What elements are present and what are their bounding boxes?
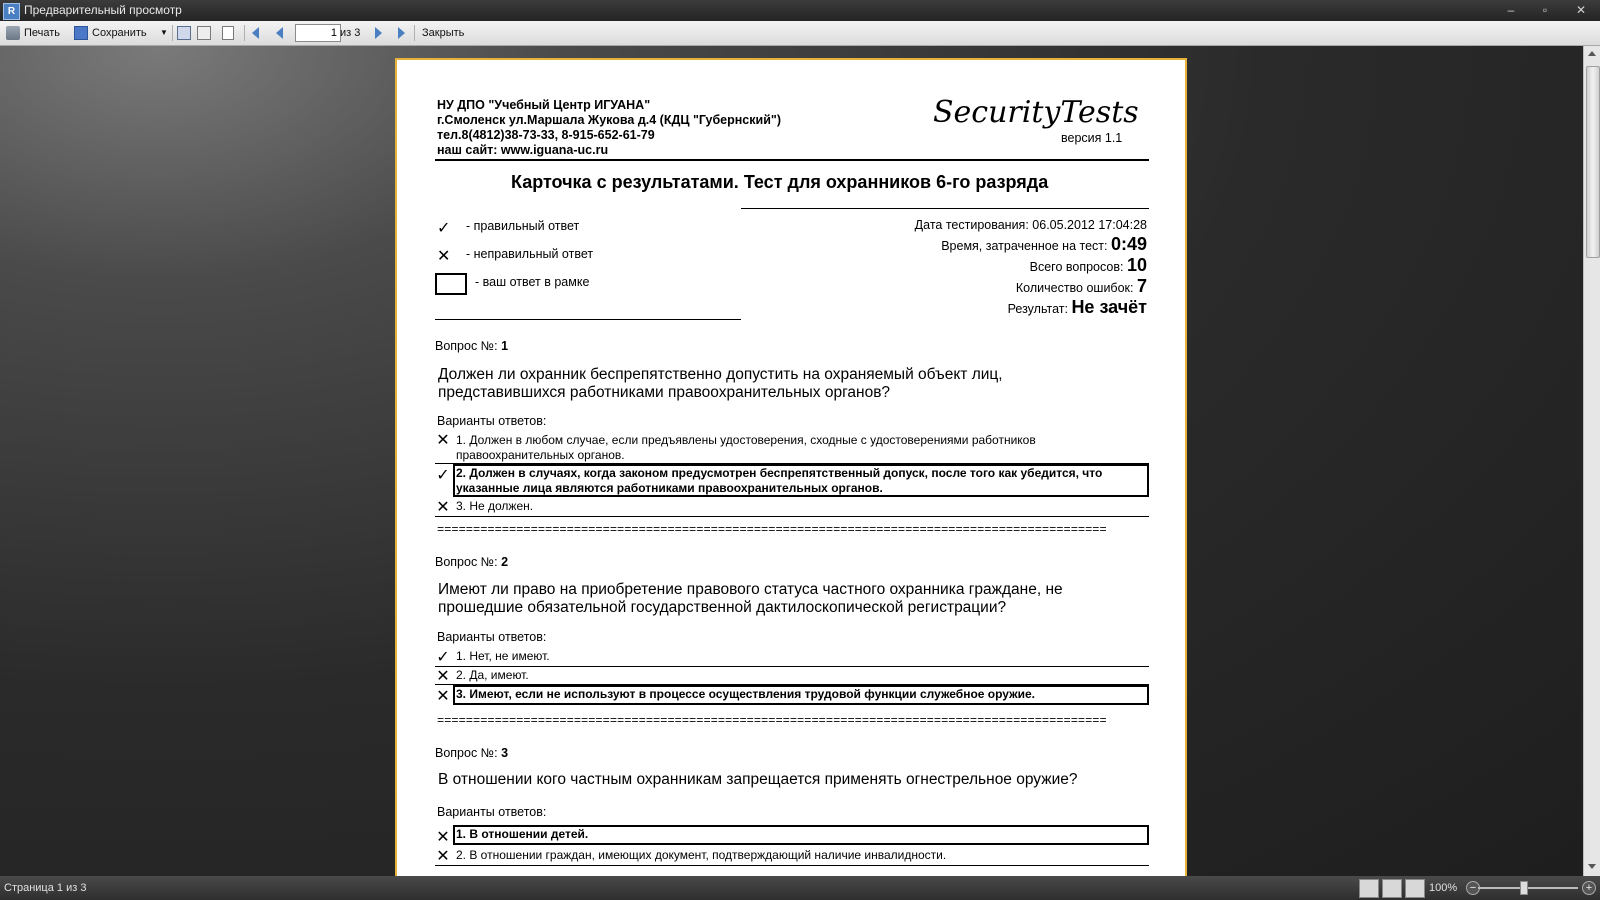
- zoom-level: 100%: [1429, 882, 1458, 894]
- answer-divider: [435, 865, 1149, 866]
- total-questions: Всего вопросов: 10: [1029, 255, 1147, 275]
- answer-option: 1. Нет, не имеют.: [456, 649, 550, 663]
- prev-page-icon[interactable]: [276, 27, 283, 39]
- find-icon[interactable]: [177, 26, 191, 40]
- frame-sample-icon: [435, 273, 467, 295]
- answer-option: 2. В отношении граждан, имеющих документ, подтверждающий наличие инвалидности.: [456, 848, 947, 862]
- toolbar: [0, 21, 1600, 46]
- floppy-disk-icon: [74, 26, 88, 40]
- close-window-button[interactable]: ✕: [1575, 3, 1587, 17]
- question-separator: =============================================================================================: [437, 714, 1107, 728]
- question-text: В отношении кого частным охранникам запрещается применять огнестрельное оружие?: [438, 771, 1078, 788]
- close-button[interactable]: Закрыть: [422, 27, 465, 39]
- report-page: [395, 58, 1187, 878]
- question-separator: =============================================================================================: [437, 523, 1107, 537]
- answer-divider: [435, 666, 1149, 667]
- status-bar: [0, 876, 1600, 900]
- check-icon: ✓: [436, 649, 450, 666]
- page-count-label: из 3: [340, 27, 361, 39]
- question-text: Должен ли охранник беспрепятственно допустить на охраняемый объект лиц, представившихся работниками правоохранительных органов?: [438, 366, 1003, 401]
- title-underline: [741, 208, 1149, 209]
- page-number-input[interactable]: [295, 24, 341, 42]
- cross-icon: ✕: [436, 829, 450, 846]
- first-page-icon[interactable]: [252, 27, 259, 39]
- single-page-view-icon[interactable]: [1382, 879, 1402, 898]
- legend-framed: - ваш ответ в рамке: [475, 275, 590, 289]
- zoom-in-icon[interactable]: +: [1582, 881, 1596, 895]
- save-dropdown-arrow[interactable]: ▼: [160, 28, 168, 37]
- question-number: Вопрос №: 1: [435, 339, 509, 353]
- zoom-slider[interactable]: [1478, 887, 1578, 889]
- org-line-2: г.Смоленск ул.Маршала Жукова д.4 (КДЦ "Губернский"): [437, 113, 781, 127]
- check-icon: ✓: [437, 220, 451, 237]
- print-label: Печать: [24, 27, 61, 39]
- page-status: Страница 1 из 3: [4, 882, 87, 894]
- error-count: Количество ошибок: 7: [1015, 276, 1147, 296]
- save-button[interactable]: [74, 24, 147, 42]
- result: Результат: Не зачёт: [1007, 297, 1147, 317]
- header-divider: [435, 159, 1149, 161]
- time-spent: Время, затраченное на тест: 0:49: [941, 234, 1147, 254]
- page-setup-icon[interactable]: [222, 26, 234, 40]
- answer-option: 1. В отношении детей.: [456, 827, 589, 841]
- variants-label: Варианты ответов:: [437, 805, 547, 819]
- save-label: Сохранить: [92, 27, 147, 39]
- minimize-button[interactable]: –: [1507, 3, 1515, 17]
- maximize-button[interactable]: ▫: [1542, 3, 1548, 17]
- vertical-scrollbar[interactable]: [1583, 46, 1600, 876]
- multi-page-view-icon[interactable]: [1405, 879, 1425, 898]
- legend-wrong: - неправильный ответ: [466, 247, 594, 261]
- printer-icon: [6, 26, 20, 40]
- question-number: Вопрос №: 3: [435, 746, 509, 760]
- app-icon: R: [3, 3, 20, 20]
- scroll-down-icon[interactable]: [1588, 864, 1596, 869]
- cross-icon: ✕: [436, 432, 450, 449]
- test-date: Дата тестирования: 06.05.2012 17:04:28: [914, 218, 1147, 232]
- check-icon: ✓: [436, 467, 450, 484]
- legend-underline: [435, 319, 741, 320]
- card-title: Карточка с результатами. Тест для охранников 6-го разряда: [511, 172, 1049, 192]
- org-line-3: тел.8(4812)38-73-33, 8-915-652-61-79: [437, 128, 655, 142]
- scroll-thumb[interactable]: [1586, 66, 1600, 258]
- variants-label: Варианты ответов:: [437, 630, 547, 644]
- last-page-icon[interactable]: [398, 27, 405, 39]
- question-text: Имеют ли право на приобретение правового статуса частного охранника граждане, не прошедшие обязательной государственной дактилоскопической регистрации?: [438, 581, 1063, 616]
- org-line-4: наш сайт: www.iguana-uc.ru: [437, 143, 609, 157]
- legend-correct: - правильный ответ: [466, 219, 580, 233]
- answer-option: 2. Должен в случаях, когда законом предусмотрен беспрепятственный допуск, после того как убедится, что указанные лица являются работниками правоохранительных органов.: [456, 466, 1103, 495]
- cross-icon: ✕: [436, 668, 450, 685]
- cross-icon: ✕: [436, 499, 450, 516]
- version-label: версия 1.1: [1061, 131, 1123, 145]
- scroll-up-icon[interactable]: [1588, 51, 1596, 56]
- cross-icon: ✕: [437, 248, 451, 265]
- next-page-icon[interactable]: [375, 27, 382, 39]
- zoom-out-icon[interactable]: −: [1466, 881, 1480, 895]
- cross-icon: ✕: [436, 688, 450, 705]
- variants-label: Варианты ответов:: [437, 414, 547, 428]
- cross-icon: ✕: [436, 848, 450, 865]
- answer-option: 3. Имеют, если не используют в процессе осуществления трудовой функции служебное оружие.: [456, 687, 1036, 701]
- title-bar: [0, 0, 1600, 21]
- answer-option: 2. Да, имеют.: [456, 668, 529, 682]
- window-title: Предварительный просмотр: [24, 3, 182, 17]
- answer-option: 1. Должен в любом случае, если предъявлены удостоверения, сходные с удостоверениями работников правоохранительных органов.: [456, 433, 1036, 462]
- print-button[interactable]: [6, 24, 60, 42]
- answer-divider: [435, 516, 1149, 517]
- security-tests-logo: SecurityTests: [933, 95, 1139, 130]
- zoom-slider-thumb[interactable]: [1520, 881, 1528, 895]
- org-line-1: НУ ДПО "Учебный Центр ИГУАНА": [437, 98, 651, 112]
- question-number: Вопрос №: 2: [435, 555, 509, 569]
- page-view-icon[interactable]: [1359, 879, 1379, 898]
- answer-option: 3. Не должен.: [456, 499, 534, 513]
- zoom-icon[interactable]: [197, 26, 211, 40]
